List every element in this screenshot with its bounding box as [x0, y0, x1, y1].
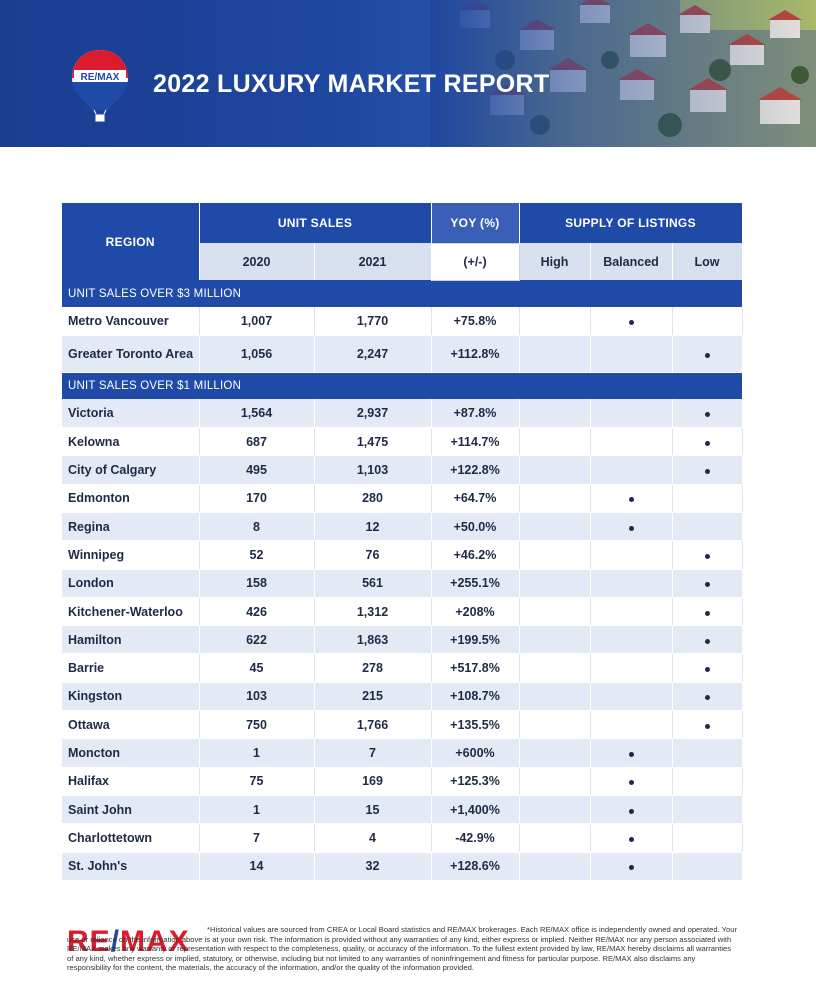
supply-low-cell	[672, 512, 742, 540]
sales-2020-cell: 1,007	[199, 307, 314, 335]
supply-indicator-dot	[629, 780, 634, 785]
supply-indicator-dot	[705, 412, 710, 417]
yoy-cell: +255.1%	[431, 569, 519, 597]
yoy-cell: +600%	[431, 739, 519, 767]
supply-low-cell	[672, 682, 742, 710]
supply-balanced-cell	[590, 739, 672, 767]
disclaimer-text: *Historical values are sourced from CREA or Local Board statistics and RE/MAX brokerages. Each RE/MAX office is independently owned and operated. Your use or reliance on the information above is at your own risk. The information is provided without any warranties of any kind, either express or implied. Neither RE/MAX nor any person associated with RE/MAX makes any warranty or representation with respect to the completeness, quality, or accuracy of the information. To the fullest extent provided by law, RE/MAX hereby disclaims all warranties of any kind, whether express or implied, statutory, or otherwise, including but not limited to any warranties of noninfringement and fitness for particular purpose. RE/MAX also disclaims any responsibility for the content, the materials, the accuracy of the information, and/or the quality of the information provided.	[67, 925, 738, 973]
region-cell: Winnipeg	[62, 541, 199, 569]
table-row	[62, 512, 742, 540]
rows-over-1-million	[62, 399, 742, 880]
yoy-cell: +208%	[431, 597, 519, 625]
low-header: Low	[672, 243, 742, 280]
supply-balanced-cell	[590, 654, 672, 682]
table-row	[62, 399, 742, 427]
svg-text:RE/MAX: RE/MAX	[80, 72, 120, 83]
supply-balanced-cell	[590, 824, 672, 852]
yoy-cell: +46.2%	[431, 541, 519, 569]
sales-2020-cell: 1	[199, 739, 314, 767]
region-cell: St. John's	[62, 852, 199, 880]
supply-high-cell	[519, 682, 590, 710]
sales-2021-cell: 278	[314, 654, 431, 682]
supply-indicator-dot	[629, 526, 634, 531]
table-row	[62, 428, 742, 456]
sales-2020-cell: 158	[199, 569, 314, 597]
year-2020-header: 2020	[199, 243, 314, 280]
yoy-header: YOY (%)	[431, 203, 519, 243]
supply-high-cell	[519, 484, 590, 512]
sales-2020-cell: 687	[199, 428, 314, 456]
yoy-cell: +75.8%	[431, 307, 519, 335]
remax-wordmark: RE/MAX	[67, 925, 190, 958]
region-cell: Kingston	[62, 682, 199, 710]
supply-low-cell	[672, 852, 742, 880]
supply-balanced-cell	[590, 512, 672, 540]
table-row	[62, 711, 742, 739]
supply-balanced-cell	[590, 795, 672, 823]
section-over-1-million: UNIT SALES OVER $1 MILLION	[62, 372, 742, 399]
balanced-header: Balanced	[590, 243, 672, 280]
sales-2020-cell: 14	[199, 852, 314, 880]
supply-high-cell	[519, 711, 590, 739]
supply-indicator-dot	[705, 469, 710, 474]
sales-2020-cell: 495	[199, 456, 314, 484]
supply-indicator-dot	[705, 554, 710, 559]
yoy-cell: +122.8%	[431, 456, 519, 484]
supply-balanced-cell	[590, 597, 672, 625]
supply-high-cell	[519, 852, 590, 880]
sales-2021-cell: 76	[314, 541, 431, 569]
yoy-cell: -42.9%	[431, 824, 519, 852]
remax-balloon-logo	[70, 48, 130, 126]
supply-indicator-dot	[629, 752, 634, 757]
supply-balanced-cell	[590, 569, 672, 597]
supply-low-cell	[672, 428, 742, 456]
sales-2021-cell: 15	[314, 795, 431, 823]
region-cell: Barrie	[62, 654, 199, 682]
supply-low-cell	[672, 399, 742, 427]
supply-high-cell	[519, 399, 590, 427]
sales-2021-cell: 1,770	[314, 307, 431, 335]
supply-balanced-cell	[590, 767, 672, 795]
supply-low-cell	[672, 541, 742, 569]
region-cell: Charlottetown	[62, 824, 199, 852]
supply-high-cell	[519, 597, 590, 625]
supply-indicator-dot	[705, 667, 710, 672]
yoy-cell: +114.7%	[431, 428, 519, 456]
table-row	[62, 767, 742, 795]
sales-2021-cell: 1,766	[314, 711, 431, 739]
yoy-cell: +1,400%	[431, 795, 519, 823]
yoy-cell: +112.8%	[431, 335, 519, 372]
supply-indicator-dot	[629, 865, 634, 870]
supply-low-cell	[672, 626, 742, 654]
yoy-cell: +135.5%	[431, 711, 519, 739]
supply-header: SUPPLY OF LISTINGS	[519, 203, 742, 243]
supply-high-cell	[519, 307, 590, 335]
supply-indicator-dot	[705, 695, 710, 700]
supply-high-cell	[519, 569, 590, 597]
table-row	[62, 739, 742, 767]
sales-2020-cell: 75	[199, 767, 314, 795]
sales-2020-cell: 622	[199, 626, 314, 654]
table-row	[62, 852, 742, 880]
supply-low-cell	[672, 824, 742, 852]
sales-2020-cell: 1,056	[199, 335, 314, 372]
supply-high-cell	[519, 795, 590, 823]
sales-2021-cell: 169	[314, 767, 431, 795]
sales-2020-cell: 1	[199, 795, 314, 823]
yoy-cell: +125.3%	[431, 767, 519, 795]
sales-2021-cell: 1,475	[314, 428, 431, 456]
supply-balanced-cell	[590, 852, 672, 880]
supply-high-cell	[519, 626, 590, 654]
supply-indicator-dot	[705, 441, 710, 446]
supply-indicator-dot	[705, 353, 710, 358]
supply-indicator-dot	[629, 497, 634, 502]
supply-low-cell	[672, 711, 742, 739]
sales-2021-cell: 561	[314, 569, 431, 597]
supply-high-cell	[519, 654, 590, 682]
supply-balanced-cell	[590, 711, 672, 739]
header-banner	[0, 0, 816, 147]
region-cell: Ottawa	[62, 711, 199, 739]
table-row	[62, 484, 742, 512]
supply-high-cell	[519, 512, 590, 540]
sales-2020-cell: 1,564	[199, 399, 314, 427]
region-cell: Halifax	[62, 767, 199, 795]
luxury-market-table	[62, 203, 743, 881]
table-row	[62, 682, 742, 710]
supply-indicator-dot	[629, 320, 634, 325]
supply-balanced-cell	[590, 541, 672, 569]
supply-high-cell	[519, 824, 590, 852]
table-row	[62, 456, 742, 484]
supply-balanced-cell	[590, 399, 672, 427]
supply-balanced-cell	[590, 307, 672, 335]
supply-low-cell	[672, 569, 742, 597]
yoy-sign-header: (+/-)	[431, 243, 519, 280]
yoy-cell: +64.7%	[431, 484, 519, 512]
supply-low-cell	[672, 654, 742, 682]
yoy-cell: +199.5%	[431, 626, 519, 654]
year-2021-header: 2021	[314, 243, 431, 280]
table-row	[62, 654, 742, 682]
supply-balanced-cell	[590, 428, 672, 456]
yoy-cell: +108.7%	[431, 682, 519, 710]
sales-2021-cell: 4	[314, 824, 431, 852]
sales-2021-cell: 215	[314, 682, 431, 710]
page-title: 2022 LUXURY MARKET REPORT	[153, 70, 550, 98]
supply-low-cell	[672, 739, 742, 767]
supply-high-cell	[519, 428, 590, 456]
supply-low-cell	[672, 597, 742, 625]
supply-low-cell	[672, 335, 742, 372]
supply-high-cell	[519, 739, 590, 767]
table-row	[62, 335, 742, 372]
region-cell: Metro Vancouver	[62, 307, 199, 335]
supply-indicator-dot	[705, 611, 710, 616]
sales-2020-cell: 750	[199, 711, 314, 739]
supply-balanced-cell	[590, 484, 672, 512]
table-row	[62, 569, 742, 597]
supply-high-cell	[519, 767, 590, 795]
table-row	[62, 824, 742, 852]
supply-balanced-cell	[590, 456, 672, 484]
region-cell: London	[62, 569, 199, 597]
region-cell: Kelowna	[62, 428, 199, 456]
sales-2020-cell: 8	[199, 512, 314, 540]
supply-low-cell	[672, 307, 742, 335]
supply-balanced-cell	[590, 335, 672, 372]
sales-2021-cell: 280	[314, 484, 431, 512]
region-header: REGION	[62, 203, 199, 280]
region-cell: Regina	[62, 512, 199, 540]
supply-high-cell	[519, 456, 590, 484]
region-cell: Victoria	[62, 399, 199, 427]
region-cell: Kitchener-Waterloo	[62, 597, 199, 625]
region-cell: Greater Toronto Area	[62, 335, 199, 372]
yoy-cell: +128.6%	[431, 852, 519, 880]
supply-low-cell	[672, 484, 742, 512]
sales-2021-cell: 12	[314, 512, 431, 540]
region-cell: City of Calgary	[62, 456, 199, 484]
sales-2021-cell: 1,863	[314, 626, 431, 654]
sales-2020-cell: 170	[199, 484, 314, 512]
supply-indicator-dot	[629, 809, 634, 814]
supply-balanced-cell	[590, 682, 672, 710]
supply-indicator-dot	[705, 582, 710, 587]
yoy-cell: +517.8%	[431, 654, 519, 682]
yoy-cell: +87.8%	[431, 399, 519, 427]
sales-2021-cell: 32	[314, 852, 431, 880]
high-header: High	[519, 243, 590, 280]
table-row	[62, 626, 742, 654]
sales-2020-cell: 45	[199, 654, 314, 682]
sales-2021-cell: 1,312	[314, 597, 431, 625]
supply-low-cell	[672, 795, 742, 823]
region-cell: Edmonton	[62, 484, 199, 512]
table-row	[62, 597, 742, 625]
supply-low-cell	[672, 456, 742, 484]
supply-indicator-dot	[705, 724, 710, 729]
sales-2020-cell: 7	[199, 824, 314, 852]
supply-indicator-dot	[705, 639, 710, 644]
region-cell: Moncton	[62, 739, 199, 767]
unit-sales-header: UNIT SALES	[199, 203, 431, 243]
supply-balanced-cell	[590, 626, 672, 654]
sales-2021-cell: 7	[314, 739, 431, 767]
section-over-3-million: UNIT SALES OVER $3 MILLION	[62, 280, 742, 307]
rows-over-3-million	[62, 307, 742, 372]
region-cell: Saint John	[62, 795, 199, 823]
sales-2021-cell: 1,103	[314, 456, 431, 484]
sales-2021-cell: 2,247	[314, 335, 431, 372]
supply-low-cell	[672, 767, 742, 795]
sales-2021-cell: 2,937	[314, 399, 431, 427]
region-cell: Hamilton	[62, 626, 199, 654]
table-row	[62, 307, 742, 335]
table-row	[62, 795, 742, 823]
supply-indicator-dot	[629, 837, 634, 842]
sales-2020-cell: 103	[199, 682, 314, 710]
sales-2020-cell: 426	[199, 597, 314, 625]
yoy-cell: +50.0%	[431, 512, 519, 540]
table-row	[62, 541, 742, 569]
supply-high-cell	[519, 541, 590, 569]
supply-high-cell	[519, 335, 590, 372]
sales-2020-cell: 52	[199, 541, 314, 569]
